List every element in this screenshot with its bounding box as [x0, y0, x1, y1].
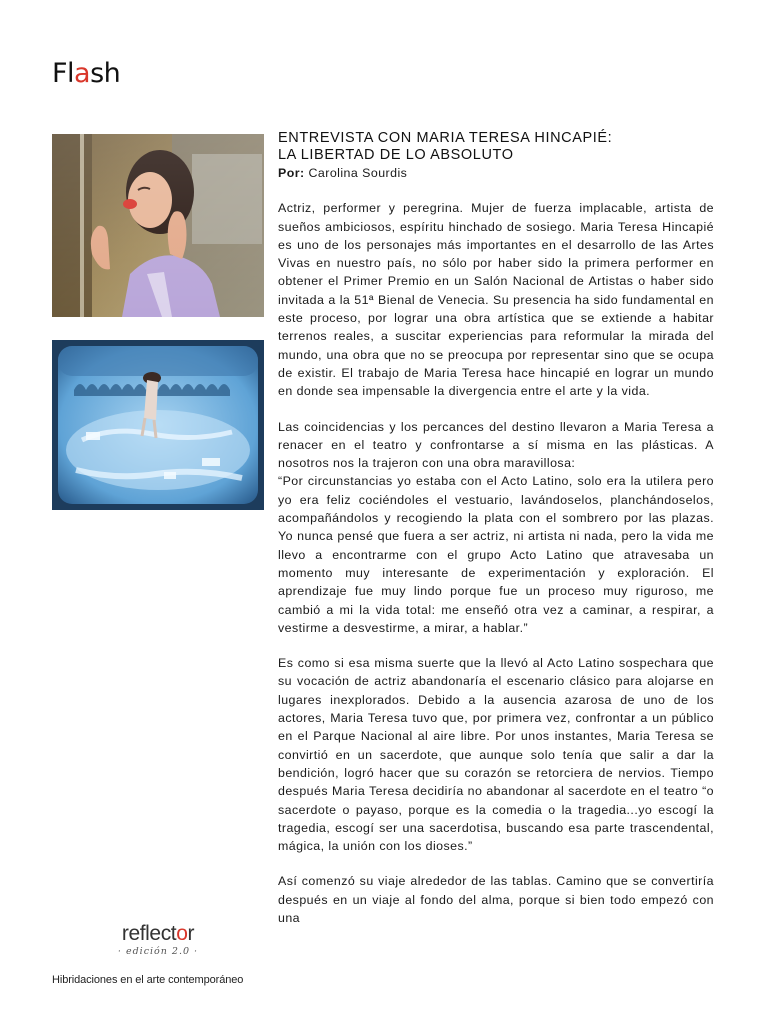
article-title-line-2: LA LIBERTAD DE LO ABSOLUTO [278, 147, 514, 163]
section-title-accent-letter: a [74, 58, 91, 89]
byline-label: Por: [278, 166, 305, 180]
article-paragraph: Así comenzó su viaje alrededor de las tablas. Camino que se convertiría después en un viaje al fondo del alma, porque si bien todo empezó con una [278, 874, 714, 925]
article-quote: “Por circunstancias yo estaba con el Acto Latino, solo era la utilera pero yo era feliz cociéndoles el vestuario, lavándoselos, planchándoselos, acompañándolos y recogiendo la plata con el sombrero por las plazas. Yo nunca pensé que fuera a ser actriz, ni artista ni nada, pero la vida me llevo a encontrarme con el grupo Acto Latino que atravesaba un momento muy interesante de experimentación y exploración. El aprendizaje fue muy lindo porque fue un proceso muy riguroso, me cambió a mi la vida total: me enseñó otra vez a caminar, a respirar, a vestirme a desvestirme, a mirar, a hablar.” [278, 474, 714, 635]
byline [278, 164, 714, 182]
logo-edition: · edición 2.0 · [117, 946, 199, 957]
photo-artist-portrait [52, 134, 264, 317]
byline-author: Carolina Sourdis [308, 166, 408, 180]
article-paragraph: Las coincidencias y los percances del destino llevaron a Maria Teresa a renacer en el teatro y confrontarse a sí misma en las plásticas. A nosotros nos la trajeron con una obra maravillosa: [278, 419, 714, 471]
section-title: Flash [52, 58, 121, 89]
article [278, 130, 714, 944]
article-paragraph: Actriz, performer y peregrina. Mujer de fuerza implacable, artista de sueños ambiciosos, espíritu hinchado de sosiego. Maria Teresa Hincapié es uno de los personajes más importantes en el desarrollo de las Artes Vivas en nuestro país, no sólo por haber sido la primera performer en obtener el Primer Premio en un Salón Nacional de Artistas o haber sido invitada a la 51ª Bienal de Venecia. Su presencia ha sido fundamental en este proceso, por lograr una obra artística que se extiende a habitar terrenos reales, a suscitar experiencias para reformular la mirada del mundo, una obra que no se preocupa por representar sino que se ocupa de existir. El trabajo de Maria Teresa hace hincapié en lograr un mundo en donde sea impensable la divergencia entre el arte y la vida. [278, 201, 714, 399]
article-title-line-1: ENTREVISTA CON MARIA TERESA HINCAPIÉ: [278, 130, 613, 146]
photo-performance-stage [52, 340, 264, 510]
article-title [278, 130, 714, 164]
footer-tagline: Hibridaciones en el arte contemporáneo [52, 974, 244, 986]
logo-wordmark: reflector [121, 922, 195, 945]
reflector-logo [116, 922, 200, 958]
article-paragraph: Es como si esa misma suerte que la llevó al Acto Latino sospechara que su vocación de actriz abandonaría el escenario clásico para alojarse en lugares inexplorados. Debido a la ausencia azarosa de uno de los actores, Maria Teresa tuvo que, por primera vez, confrontar a un público en el Parque Nacional al aire libre. Por unos instantes, Maria Teresa se convirtió en un sacerdote, que aunque solo tenía que salir a dar la bendición, logró hacer que su corazón se retorciera de nervios. Tiempo después Maria Teresa decidiría no abandonar al sacerdote en el teatro “o sacerdote o payaso, porque es la comedia o la tragedia...yo escogí la tragedia, escogí ser una sacerdotisa, buscando esa parte trascendental, mágica, la unión con los dioses.” [278, 656, 714, 854]
